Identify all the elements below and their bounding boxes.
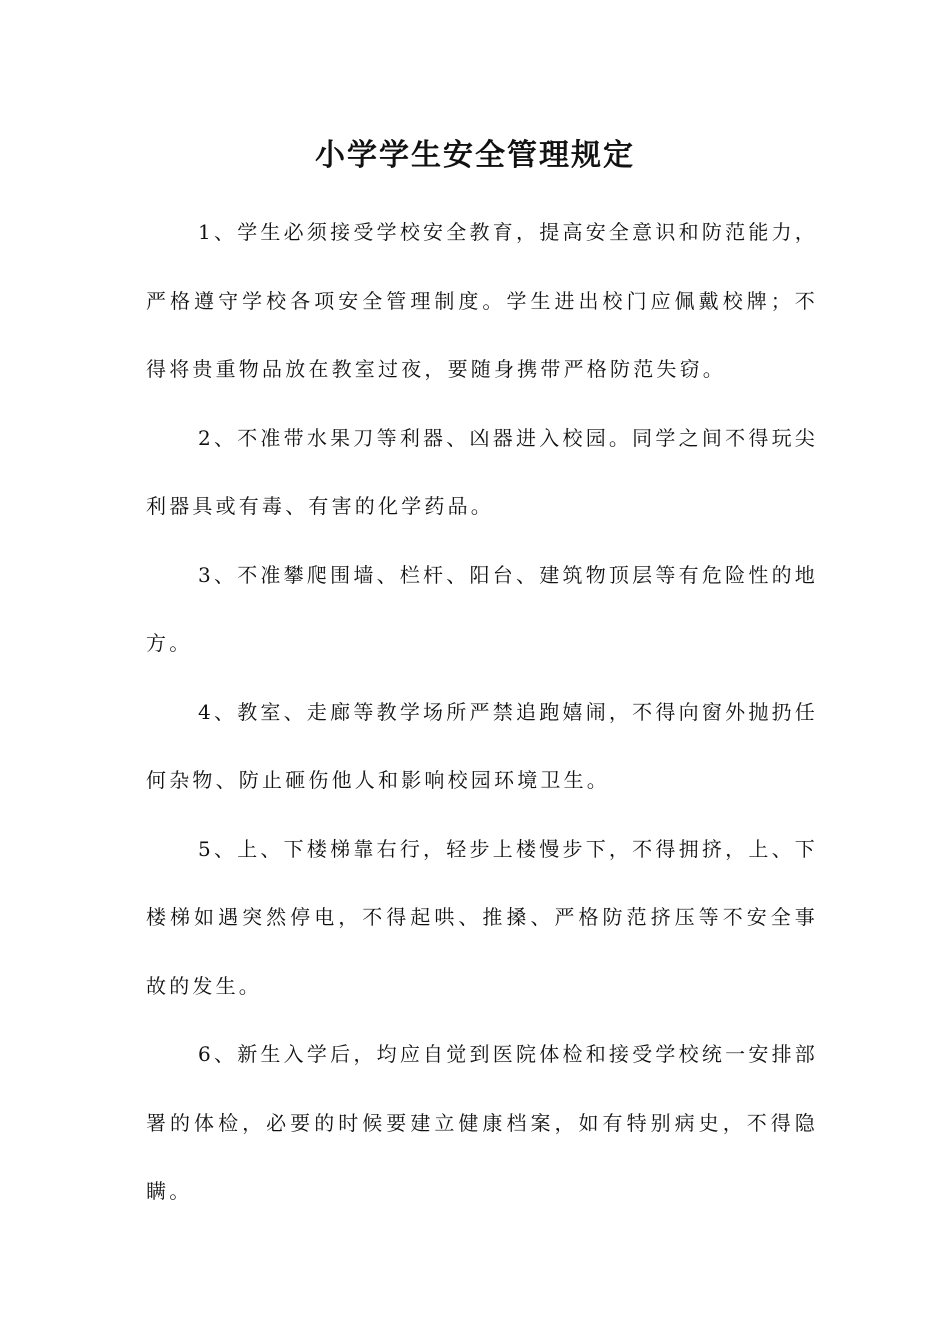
document-body	[146, 198, 818, 1226]
rule-paragraph-6: 6、新生入学后，均应自觉到医院体检和接受学校统一安排部署的体检，必要的时候要建立健康档案，如有特别病史，不得隐瞒。	[146, 1042, 818, 1203]
document-title: 小学学生安全管理规定	[315, 138, 635, 173]
rule-paragraph-2: 2、不准带水果刀等利器、凶器进入校园。同学之间不得玩尖利器具或有毒、有害的化学药品。	[146, 425, 818, 518]
rule-paragraph-4: 4、教室、走廊等教学场所严禁追跑嬉闹，不得向窗外抛扔任何杂物、防止砸伤他人和影响校园环境卫生。	[146, 699, 818, 792]
rule-paragraph-5: 5、上、下楼梯靠右行，轻步上楼慢步下，不得拥挤，上、下楼梯如遇突然停电，不得起哄、推搡、严格防范挤压等不安全事故的发生。	[146, 836, 818, 998]
rule-paragraph-1: 1、学生必须接受学校安全教育，提高安全意识和防范能力，严格遵守学校各项安全管理制度。学生进出校门应佩戴校牌；不得将贵重物品放在教室过夜，要随身携带严格防范失窃。	[146, 220, 818, 381]
rule-paragraph-3: 3、不准攀爬围墙、栏杆、阳台、建筑物顶层等有危险性的地方。	[146, 562, 818, 655]
